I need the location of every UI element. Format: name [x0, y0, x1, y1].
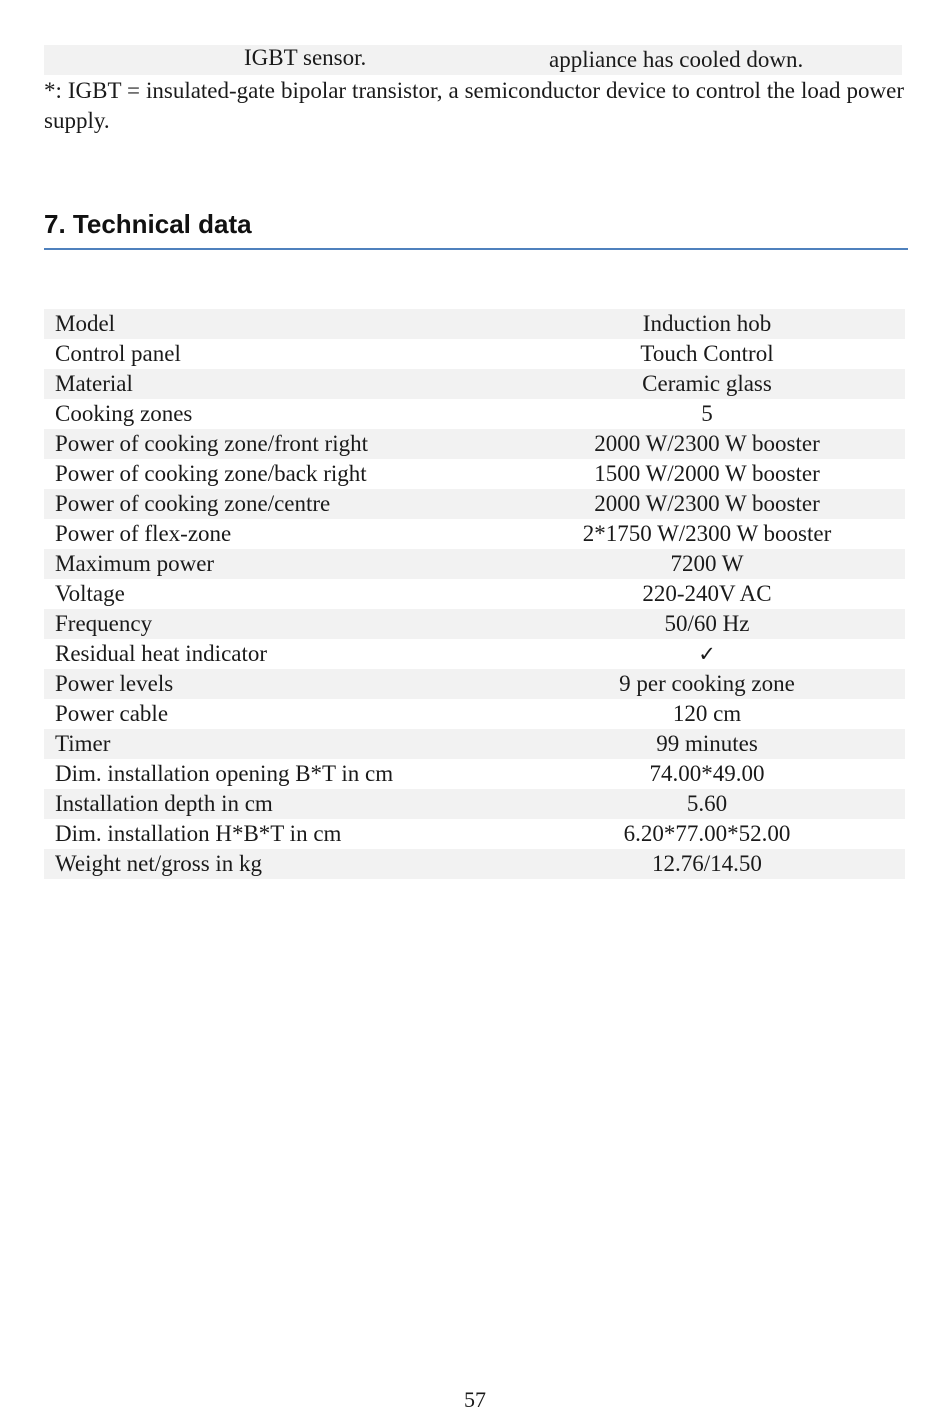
spec-value: [509, 639, 905, 669]
table-row: [44, 849, 905, 879]
spec-label: Weight net/gross in kg: [44, 849, 509, 879]
spec-value: 9 per cooking zone: [509, 669, 905, 699]
section-divider: [44, 248, 908, 250]
table-row: [44, 729, 905, 759]
table-row: [44, 789, 905, 819]
previous-table-row: [44, 45, 902, 75]
spec-label: Cooking zones: [55, 401, 193, 426]
spec-label: Frequency: [44, 609, 509, 639]
spec-label: Control panel: [55, 341, 181, 366]
spec-value: 220-240V AC: [642, 581, 772, 606]
table-row: [44, 339, 905, 369]
spec-value: 5.60: [509, 789, 905, 819]
spec-label: Voltage: [55, 581, 125, 606]
spec-value: 2000 W/2300 W booster: [509, 489, 905, 519]
table-row: [44, 519, 905, 549]
table-row: [44, 759, 905, 789]
spec-label: Installation depth in cm: [44, 789, 509, 819]
spec-value: 12.76/14.50: [509, 849, 905, 879]
table-row: [44, 579, 905, 609]
previous-table-cell-right: appliance has cooled down.: [549, 47, 804, 72]
technical-data-table: [44, 309, 905, 879]
spec-value: 6.20*77.00*52.00: [623, 821, 791, 846]
spec-label: Dim. installation H*B*T in cm: [55, 821, 342, 846]
spec-value: Touch Control: [640, 341, 774, 366]
spec-label: Power cable: [55, 701, 169, 726]
page-number: 57: [464, 1387, 486, 1412]
spec-label: Material: [44, 369, 509, 399]
technical-data-table-body: [44, 309, 905, 879]
spec-label: Power of cooking zone/front right: [44, 429, 509, 459]
spec-value: 2*1750 W/2300 W booster: [582, 521, 832, 546]
spec-label: Timer: [44, 729, 509, 759]
spec-label: Power levels: [44, 669, 509, 699]
spec-value: 1500 W/2000 W booster: [594, 461, 820, 486]
table-row: [44, 459, 905, 489]
table-row: [44, 699, 905, 729]
table-row: [44, 639, 905, 669]
table-row: [44, 309, 905, 339]
table-row: [44, 369, 905, 399]
spec-value: Ceramic glass: [509, 369, 905, 399]
spec-label: Dim. installation opening B*T in cm: [55, 761, 394, 786]
spec-value: 50/60 Hz: [509, 609, 905, 639]
igbt-footnote: *: IGBT = insulated-gate bipolar transistor, a semiconductor device to control the load power supply.: [44, 78, 904, 133]
checkmark-icon: ✓: [698, 642, 716, 666]
table-row: [44, 609, 905, 639]
spec-value: 74.00*49.00: [649, 761, 765, 786]
spec-value: 2000 W/2300 W booster: [509, 429, 905, 459]
spec-label: Power of cooking zone/centre: [44, 489, 509, 519]
spec-value: 5: [701, 401, 713, 426]
spec-value: 7200 W: [509, 549, 905, 579]
spec-label: Power of flex-zone: [55, 521, 232, 546]
spec-label: Residual heat indicator: [55, 641, 268, 666]
table-row: [44, 669, 905, 699]
table-row: [44, 549, 905, 579]
table-row: [44, 489, 905, 519]
table-row: [44, 429, 905, 459]
spec-value: 99 minutes: [509, 729, 905, 759]
spec-value: Induction hob: [509, 309, 905, 339]
section-heading: 7. Technical data: [44, 209, 252, 239]
spec-value: 120 cm: [672, 701, 742, 726]
spec-label: Model: [44, 309, 509, 339]
spec-label: Maximum power: [44, 549, 509, 579]
table-row: [44, 399, 905, 429]
spec-label: Power of cooking zone/back right: [55, 461, 367, 486]
previous-table-cell-left: IGBT sensor.: [244, 45, 367, 70]
table-row: [44, 819, 905, 849]
